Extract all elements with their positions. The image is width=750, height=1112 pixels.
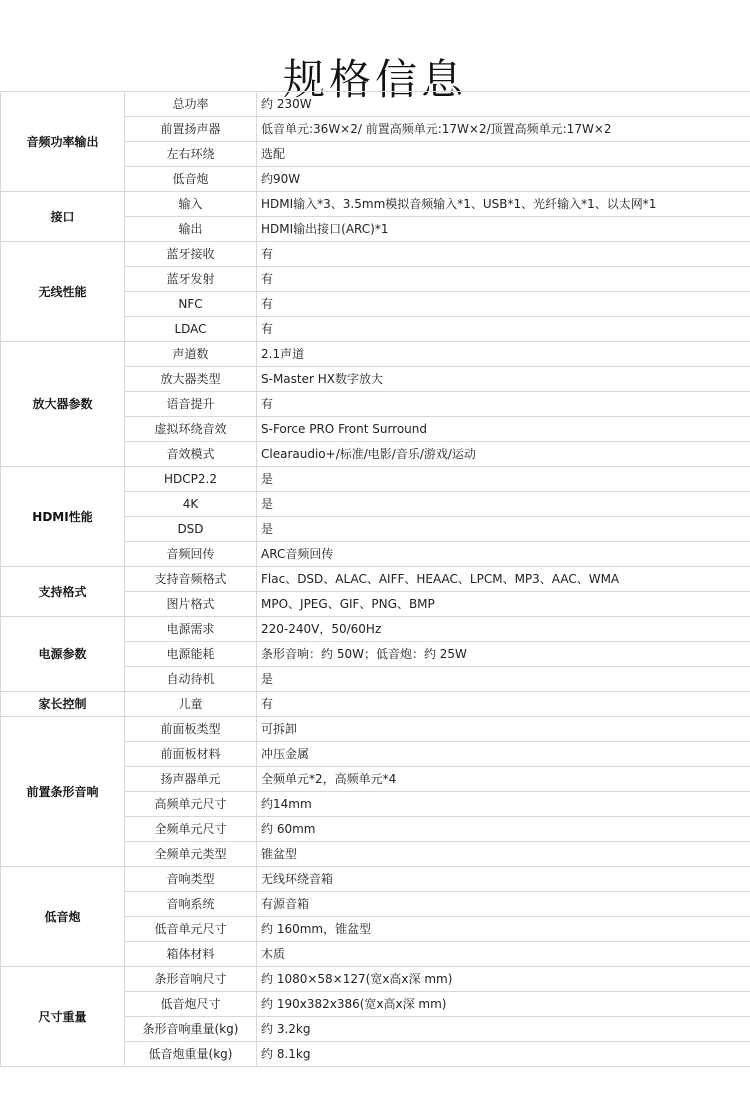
spec-value: 是 <box>257 492 750 517</box>
spec-label: 儿童 <box>125 692 257 717</box>
spec-label: 蓝牙接收 <box>125 242 257 267</box>
spec-label: 低音单元尺寸 <box>125 917 257 942</box>
spec-table <box>0 91 750 1067</box>
spec-value: 220-240V，50/60Hz <box>257 617 750 642</box>
table-row <box>1 192 750 217</box>
table-row <box>1 92 750 117</box>
spec-label: 低音炮 <box>125 167 257 192</box>
spec-value: 有 <box>257 267 750 292</box>
spec-value: 全频单元*2，高频单元*4 <box>257 767 750 792</box>
table-row <box>1 617 750 642</box>
spec-value: 约90W <box>257 167 750 192</box>
spec-value: 可拆卸 <box>257 717 750 742</box>
spec-value: 约 160mm，锥盆型 <box>257 917 750 942</box>
spec-label: 放大器类型 <box>125 367 257 392</box>
category-cell: 电源参数 <box>1 617 125 692</box>
spec-value: Clearaudio+/标准/电影/音乐/游戏/运动 <box>257 442 750 467</box>
spec-value: 是 <box>257 517 750 542</box>
spec-label: 虚拟环绕音效 <box>125 417 257 442</box>
spec-value: 2.1声道 <box>257 342 750 367</box>
spec-label: 输入 <box>125 192 257 217</box>
category-cell: 无线性能 <box>1 242 125 342</box>
spec-value: HDMI输出接口(ARC)*1 <box>257 217 750 242</box>
spec-value: S-Master HX数字放大 <box>257 367 750 392</box>
spec-value: 选配 <box>257 142 750 167</box>
spec-value: 约 190x382x386(宽x高x深 mm) <box>257 992 750 1017</box>
table-row <box>1 467 750 492</box>
table-row <box>1 342 750 367</box>
category-cell: 前置条形音响 <box>1 717 125 867</box>
spec-label: 前面板材料 <box>125 742 257 767</box>
spec-value: 有 <box>257 392 750 417</box>
spec-label: 音频回传 <box>125 542 257 567</box>
spec-label: LDAC <box>125 317 257 342</box>
category-cell: 接口 <box>1 192 125 242</box>
spec-label: 前面板类型 <box>125 717 257 742</box>
spec-value: 约 3.2kg <box>257 1017 750 1042</box>
spec-label: 条形音响重量(kg) <box>125 1017 257 1042</box>
category-cell: 尺寸重量 <box>1 967 125 1067</box>
spec-label: 支持音频格式 <box>125 567 257 592</box>
spec-value: 有 <box>257 292 750 317</box>
spec-value: 约 230W <box>257 92 750 117</box>
spec-label: 声道数 <box>125 342 257 367</box>
spec-value: ARC音频回传 <box>257 542 750 567</box>
spec-value: 有 <box>257 317 750 342</box>
spec-label: 总功率 <box>125 92 257 117</box>
spec-label: 左右环绕 <box>125 142 257 167</box>
spec-value: 条形音响：约 50W；低音炮：约 25W <box>257 642 750 667</box>
spec-value: 有源音箱 <box>257 892 750 917</box>
spec-value: 木质 <box>257 942 750 967</box>
spec-value: 约 60mm <box>257 817 750 842</box>
spec-label: 音响类型 <box>125 867 257 892</box>
spec-label: 音响系统 <box>125 892 257 917</box>
spec-value: 约 8.1kg <box>257 1042 750 1067</box>
spec-label: 蓝牙发射 <box>125 267 257 292</box>
spec-label: 语音提升 <box>125 392 257 417</box>
spec-label: 图片格式 <box>125 592 257 617</box>
category-cell: HDMI性能 <box>1 467 125 567</box>
spec-label: 电源需求 <box>125 617 257 642</box>
spec-label: 扬声器单元 <box>125 767 257 792</box>
table-row <box>1 717 750 742</box>
page-title: 规格信息 <box>282 55 467 105</box>
spec-label: DSD <box>125 517 257 542</box>
spec-label: 电源能耗 <box>125 642 257 667</box>
spec-value: 约14mm <box>257 792 750 817</box>
table-row <box>1 242 750 267</box>
spec-value: Flac、DSD、ALAC、AIFF、HEAAC、LPCM、MP3、AAC、WMA <box>257 567 750 592</box>
spec-value: 有 <box>257 242 750 267</box>
spec-label: 低音炮重量(kg) <box>125 1042 257 1067</box>
table-row <box>1 867 750 892</box>
spec-value: 约 1080×58×127(宽x高x深 mm) <box>257 967 750 992</box>
spec-value: HDMI输入*3、3.5mm模拟音频输入*1、USB*1、光纤输入*1、以太网*1 <box>257 192 750 217</box>
spec-value: 无线环绕音箱 <box>257 867 750 892</box>
spec-label: 高频单元尺寸 <box>125 792 257 817</box>
spec-label: 自动待机 <box>125 667 257 692</box>
spec-value: 有 <box>257 692 750 717</box>
spec-label: HDCP2.2 <box>125 467 257 492</box>
spec-value: MPO、JPEG、GIF、PNG、BMP <box>257 592 750 617</box>
spec-value: 低音单元:36W×2/ 前置高频单元:17W×2/顶置高频单元:17W×2 <box>257 117 750 142</box>
category-cell: 家长控制 <box>1 692 125 717</box>
spec-label: 条形音响尺寸 <box>125 967 257 992</box>
category-cell: 支持格式 <box>1 567 125 617</box>
spec-label: NFC <box>125 292 257 317</box>
table-row <box>1 692 750 717</box>
category-cell: 放大器参数 <box>1 342 125 467</box>
spec-label: 前置扬声器 <box>125 117 257 142</box>
spec-label: 4K <box>125 492 257 517</box>
category-cell: 低音炮 <box>1 867 125 967</box>
spec-label: 输出 <box>125 217 257 242</box>
spec-label: 箱体材料 <box>125 942 257 967</box>
spec-label: 音效模式 <box>125 442 257 467</box>
table-row <box>1 567 750 592</box>
spec-value: S-Force PRO Front Surround <box>257 417 750 442</box>
spec-label: 低音炮尺寸 <box>125 992 257 1017</box>
spec-value: 锥盆型 <box>257 842 750 867</box>
spec-value: 是 <box>257 467 750 492</box>
spec-label: 全频单元尺寸 <box>125 817 257 842</box>
category-cell: 音频功率输出 <box>1 92 125 192</box>
spec-label: 全频单元类型 <box>125 842 257 867</box>
spec-value: 是 <box>257 667 750 692</box>
spec-table-body <box>1 92 750 1067</box>
spec-value: 冲压金属 <box>257 742 750 767</box>
table-row <box>1 967 750 992</box>
